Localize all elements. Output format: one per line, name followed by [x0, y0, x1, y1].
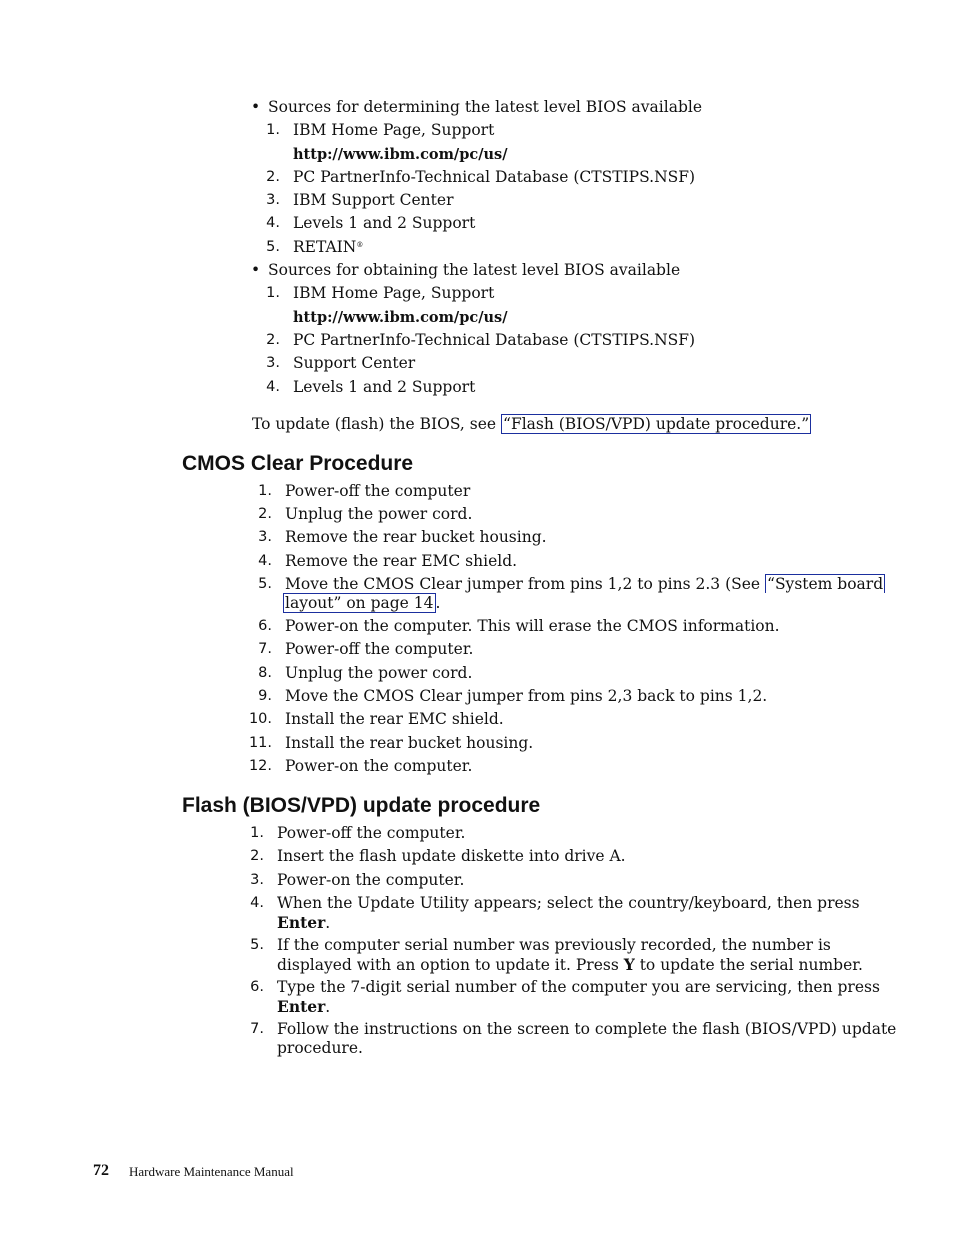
step-text-tail: . — [325, 998, 331, 1016]
step-number: 4. — [250, 895, 264, 911]
step-number: 5. — [258, 576, 272, 592]
list-number: 4. — [266, 379, 280, 395]
step-number: 12. — [248, 758, 272, 774]
enter-key: Enter — [277, 913, 326, 932]
step-text — [277, 913, 330, 933]
step-text: Install the rear EMC shield. — [285, 710, 504, 728]
step-number: 3. — [258, 529, 272, 545]
step-text: Power-on the computer. — [277, 871, 465, 889]
step-text-tail: . — [325, 914, 331, 932]
list-item: Support Center — [293, 354, 416, 372]
obtaining-heading: Sources for obtaining the latest level BIOS available — [268, 261, 681, 279]
list-number: 2. — [266, 332, 280, 348]
step-text-tail: to update the serial number. — [634, 956, 863, 974]
step-number: 11. — [248, 735, 272, 751]
list-item: IBM Support Center — [293, 191, 454, 209]
step-text: Type the 7-digit serial number of the computer you are servicing, then press — [277, 978, 880, 996]
step-number: 7. — [258, 641, 272, 657]
step-text: When the Update Utility appears; select the country/keyboard, then press — [277, 894, 860, 912]
step-number: 6. — [250, 979, 264, 995]
list-item: PC PartnerInfo-Technical Database (CTSTIPS.NSF) — [293, 331, 696, 349]
step-text — [285, 575, 885, 594]
step-number: 2. — [250, 848, 264, 864]
bullet: • — [251, 98, 261, 116]
enter-key: Enter — [277, 997, 326, 1016]
update-note-text: To update (flash) the BIOS, see — [252, 415, 502, 433]
step-text — [283, 594, 440, 613]
registered-mark: ® — [356, 241, 364, 249]
step-number: 1. — [250, 825, 264, 841]
step-text: Power-off the computer — [285, 482, 471, 500]
step-text: Install the rear bucket housing. — [285, 734, 534, 752]
step-text: Unplug the power cord. — [285, 505, 473, 523]
step-text — [277, 997, 330, 1017]
step-number: 4. — [258, 553, 272, 569]
step-text: Insert the flash update diskette into drive A. — [277, 847, 626, 865]
step-number: 6. — [258, 618, 272, 634]
manual-title: Hardware Maintenance Manual — [129, 1164, 294, 1179]
list-number: 3. — [266, 355, 280, 371]
cmos-section-title: CMOS Clear Procedure — [182, 452, 414, 475]
system-board-link[interactable]: “System board — [767, 575, 884, 593]
bullet: • — [251, 261, 261, 279]
page-number: 72 — [93, 1162, 109, 1179]
step-number: 9. — [258, 688, 272, 704]
flash-procedure-link[interactable]: “Flash (BIOS/VPD) update procedure.” — [503, 415, 810, 433]
step-number: 7. — [250, 1021, 264, 1037]
update-note — [252, 415, 811, 434]
list-item — [293, 238, 363, 257]
step-text: If the computer serial number was previously recorded, the number is — [277, 936, 831, 954]
list-item: IBM Home Page, Support — [293, 284, 495, 302]
step-text-part: displayed with an option to update it. Press — [277, 956, 624, 974]
step-text: Power-on the computer. — [285, 757, 473, 775]
list-number: 4. — [266, 215, 280, 231]
retain-text: RETAIN — [293, 238, 357, 256]
step-number: 5. — [250, 937, 264, 953]
step-text: Follow the instructions on the screen to complete the flash (BIOS/VPD) update — [277, 1020, 897, 1038]
list-number: 3. — [266, 192, 280, 208]
step-text-tail: . — [435, 594, 441, 612]
step-text: Power-off the computer. — [277, 824, 466, 842]
step-number: 3. — [250, 872, 264, 888]
list-item: Levels 1 and 2 Support — [293, 214, 476, 232]
list-item: Levels 1 and 2 Support — [293, 378, 476, 396]
system-board-link-cont[interactable]: layout” on page 14 — [285, 594, 434, 612]
step-text — [277, 955, 863, 975]
step-text: Move the CMOS Clear jumper from pins 2,3 back to pins 1,2. — [285, 687, 768, 705]
step-text: Remove the rear EMC shield. — [285, 552, 518, 570]
list-item: PC PartnerInfo-Technical Database (CTSTIPS.NSF) — [293, 168, 696, 186]
step-number: 10. — [248, 711, 272, 727]
step-text: Unplug the power cord. — [285, 664, 473, 682]
step-number: 8. — [258, 665, 272, 681]
step-text: procedure. — [277, 1039, 363, 1057]
list-number: 1. — [266, 285, 280, 301]
y-key: Y — [623, 955, 635, 974]
support-url: http://www.ibm.com/pc/us/ — [293, 146, 508, 163]
flash-section-title: Flash (BIOS/VPD) update procedure — [182, 794, 541, 817]
step-text-part: Move the CMOS Clear jumper from pins 1,2 to pins 2.3 (See — [285, 575, 766, 593]
support-url: http://www.ibm.com/pc/us/ — [293, 309, 508, 326]
list-item: IBM Home Page, Support — [293, 121, 495, 139]
list-number: 1. — [266, 122, 280, 138]
step-text: Power-on the computer. This will erase the CMOS information. — [285, 617, 780, 635]
step-number: 1. — [258, 483, 272, 499]
step-text: Remove the rear bucket housing. — [285, 528, 547, 546]
step-text: Power-off the computer. — [285, 640, 474, 658]
list-number: 5. — [266, 239, 280, 255]
list-number: 2. — [266, 169, 280, 185]
step-number: 2. — [258, 506, 272, 522]
determining-heading: Sources for determining the latest level BIOS available — [268, 98, 702, 116]
